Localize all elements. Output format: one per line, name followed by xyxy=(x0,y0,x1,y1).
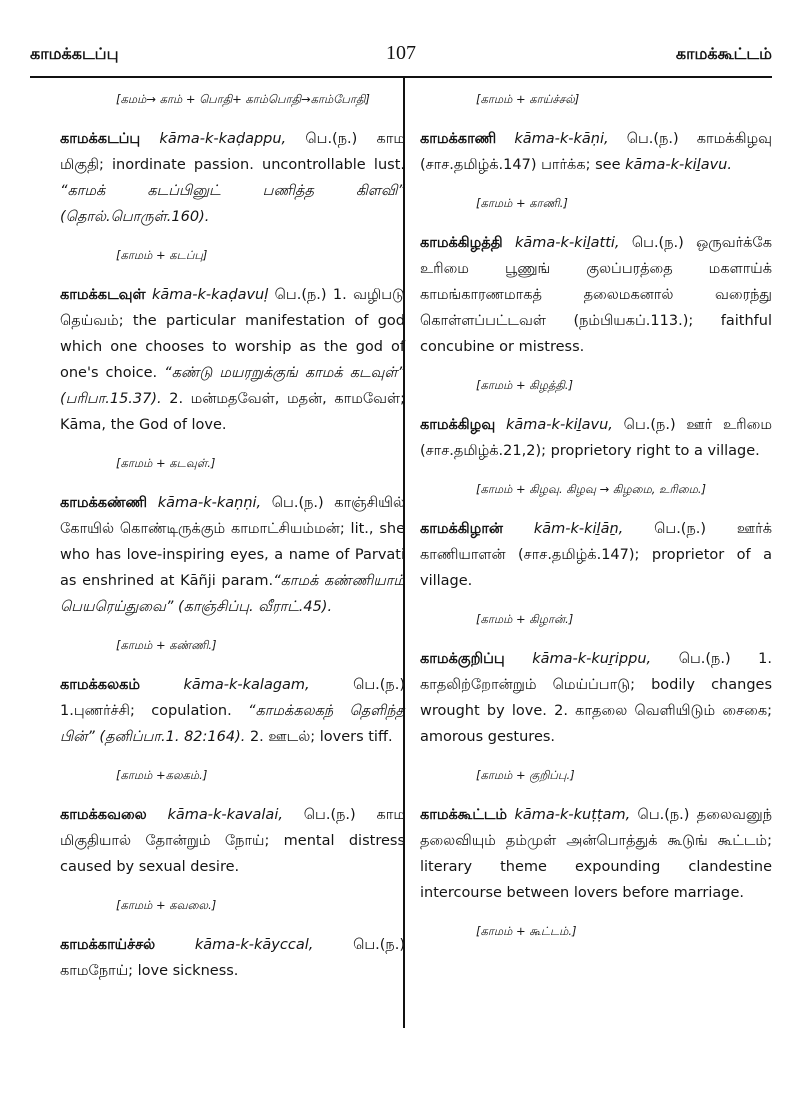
left-column xyxy=(60,90,405,1000)
headword: காமக்கண்ணி xyxy=(60,495,148,511)
headword: காமக்கடப்பு xyxy=(60,131,141,147)
citation: “காமக் கண்ணியாம் பெயரெய்துவை” (காஞ்சிப்பு. வீராட்.45). xyxy=(60,573,405,615)
definition: பெ.(ந.) ஒருவர்க்கே உரிமை பூணுங் குலப்பரத்தை மகளாய்க் காமங்காரணமாகத் தலைமகனால் வரைந்து கொள்ளப்பட்டவள் (நம்பியகப்.113.); faithful concubine or mistress. xyxy=(420,235,773,355)
definition: பெ.(ந.) தலைவனுந் தலைவியும் தம்முள் அன்பொத்துக் கூடுங் கூட்டம்; literary theme expounding clandestine intercourse between lovers before marriage. xyxy=(420,807,773,901)
definition: பெ.(ந.) காமக்கிழவு (சாச.தமிழ்க்.147) பார்க்க; see xyxy=(420,131,772,173)
etymology-note: [காமம் + கடப்பு] xyxy=(116,248,208,262)
definition: பெ.(ந.) காம மிகுதி; inordinate passion. uncontrollable lust. xyxy=(60,131,406,173)
etymology-note: [காமம் + கிழவு. கிழவு → கிழமை, உரிமை.] xyxy=(476,482,707,496)
transliteration: kāma-k-kāṇi, xyxy=(514,131,609,147)
headword: காமக்கலகம் xyxy=(60,677,141,693)
dictionary-entry xyxy=(420,230,772,360)
headword: காமக்கிழான் xyxy=(420,521,503,537)
dictionary-entry xyxy=(420,802,772,906)
transliteration: kāma-k-kāyccal, xyxy=(194,937,314,953)
headword: காமக்காணி xyxy=(420,131,497,147)
definition: பெ.(ந.) ஊர் உரிமை (சாச.தமிழ்க்.21,2); proprietory right to a village. xyxy=(420,417,772,459)
cross-reference: kāma-k-kiḻavu. xyxy=(625,157,732,173)
definition-continued: 2. ஊடல்; lovers tiff. xyxy=(245,729,393,745)
running-head-left: காமக்கடப்பு xyxy=(30,44,119,63)
page-header xyxy=(30,42,772,74)
etymology-note: [காமம் + கண்ணி.] xyxy=(116,638,217,652)
headword: காமக்காய்ச்சல் xyxy=(60,937,156,953)
etymology-note: [காமம் + கடவுள்.] xyxy=(116,456,216,470)
etymology-note: [காமம் + காணி.] xyxy=(476,196,568,210)
headword: காமக்குறிப்பு xyxy=(420,651,505,667)
definition: பெ.(ந.) 1.புணர்ச்சி; copulation. xyxy=(60,677,405,719)
definition: பெ.(ந.) காமநோய்; love sickness. xyxy=(60,937,405,979)
transliteration: kāma-k-kiḻavu, xyxy=(506,417,613,433)
definition: பெ.(ந.) காஞ்சியில் கோயில் கொண்டிருக்கும் காமாட்சியம்மன்; lit., she who has love-inspiring eyes, a name of Parvati as enshrined at Kāñji param. xyxy=(60,495,405,589)
etymology-note: [காமம் +கலகம்.] xyxy=(116,768,208,782)
dictionary-entry xyxy=(60,802,405,880)
transliteration: kāma-k-kuṭṭam, xyxy=(514,807,631,823)
dictionary-entry xyxy=(420,412,772,464)
headword: காமக்கடவுள் xyxy=(60,287,146,303)
dictionary-entry xyxy=(420,126,772,178)
header-rule xyxy=(30,76,772,78)
dictionary-entry xyxy=(60,282,405,438)
headword: காமக்கூட்டம் xyxy=(420,807,508,823)
etymology-note: [காமம் + கிழான்.] xyxy=(476,612,574,626)
headword: காமக்கவலை xyxy=(60,807,147,823)
citation: “கண்டு மயரறுக்குங் காமக் கடவுள்” (பரிபா.15.37). xyxy=(60,365,405,407)
transliteration: kāma-k-kavalai, xyxy=(167,807,283,823)
etymology-note: [காமம் + கவலை.] xyxy=(116,898,217,912)
transliteration: kāma-k-kaḍappu, xyxy=(159,131,287,147)
transliteration: kāma-k-kalagam, xyxy=(183,677,310,693)
dictionary-entry xyxy=(420,516,772,594)
definition: பெ.(ந.) காம மிகுதியால் தோன்றும் நோய்; mental distress caused by sexual desire. xyxy=(60,807,405,875)
right-column xyxy=(420,90,772,958)
page-number: 107 xyxy=(386,42,416,64)
transliteration: kāma-k-kaḍavuḷ xyxy=(151,287,269,303)
definition: பெ.(ந.) 1. காதலிற்றோன்றும் மெய்ப்பாடு; bodily changes wrought by love. 2. காதலை வெளியிடும் சைகை; amorous gestures. xyxy=(420,651,772,745)
headword: காமக்கிழவு xyxy=(420,417,496,433)
dictionary-entry xyxy=(60,932,405,984)
dictionary-entry xyxy=(60,672,405,750)
definition-continued: 2. மன்மதவேள், மதன், காமவேள்; Kāma, the God of love. xyxy=(60,391,405,433)
transliteration: kāma-k-kuṟippu, xyxy=(532,651,652,667)
citation: “காமக்கலகந் தெளிந்த பின்” (தனிப்பா.1. 82:164). xyxy=(60,703,405,745)
transliteration: kāma-k-kaṇṇi, xyxy=(157,495,262,511)
headword: காமக்கிழத்தி xyxy=(420,235,503,251)
dictionary-entry xyxy=(60,490,405,620)
etymology-note: [காமம் + காய்ச்சல்] xyxy=(476,92,580,106)
etymology-note: [காமம் + குறிப்பு.] xyxy=(476,768,575,782)
transliteration: kāma-k-kiḻatti, xyxy=(515,235,620,251)
definition: பெ.(ந.) ஊர்க் காணியாளன் (சாச.தமிழ்க்.147); proprietor of a village. xyxy=(420,521,772,589)
etymology-note: [காமம் + கிழத்தி.] xyxy=(476,378,574,392)
etymology-note: [காமம் + கூட்டம்.] xyxy=(476,924,577,938)
citation: “காமக் கடப்பினுட் பணித்த கிளவி” (தொல்.பொருள்.160). xyxy=(60,183,405,225)
dictionary-entry xyxy=(60,126,405,230)
etymology-note: [கமம்→ காம் + பொதி+ காம்பொதி→காம்போதி] xyxy=(116,92,370,106)
transliteration: kām-k-kiḻāṉ, xyxy=(533,521,624,537)
dictionary-entry xyxy=(420,646,772,750)
definition: பெ.(ந.) 1. வழிபடு தெய்வம்; the particular manifestation of god which one chooses to worship as the god of one's choice. xyxy=(60,287,405,381)
running-head-right: காமக்கூட்டம் xyxy=(675,44,772,63)
